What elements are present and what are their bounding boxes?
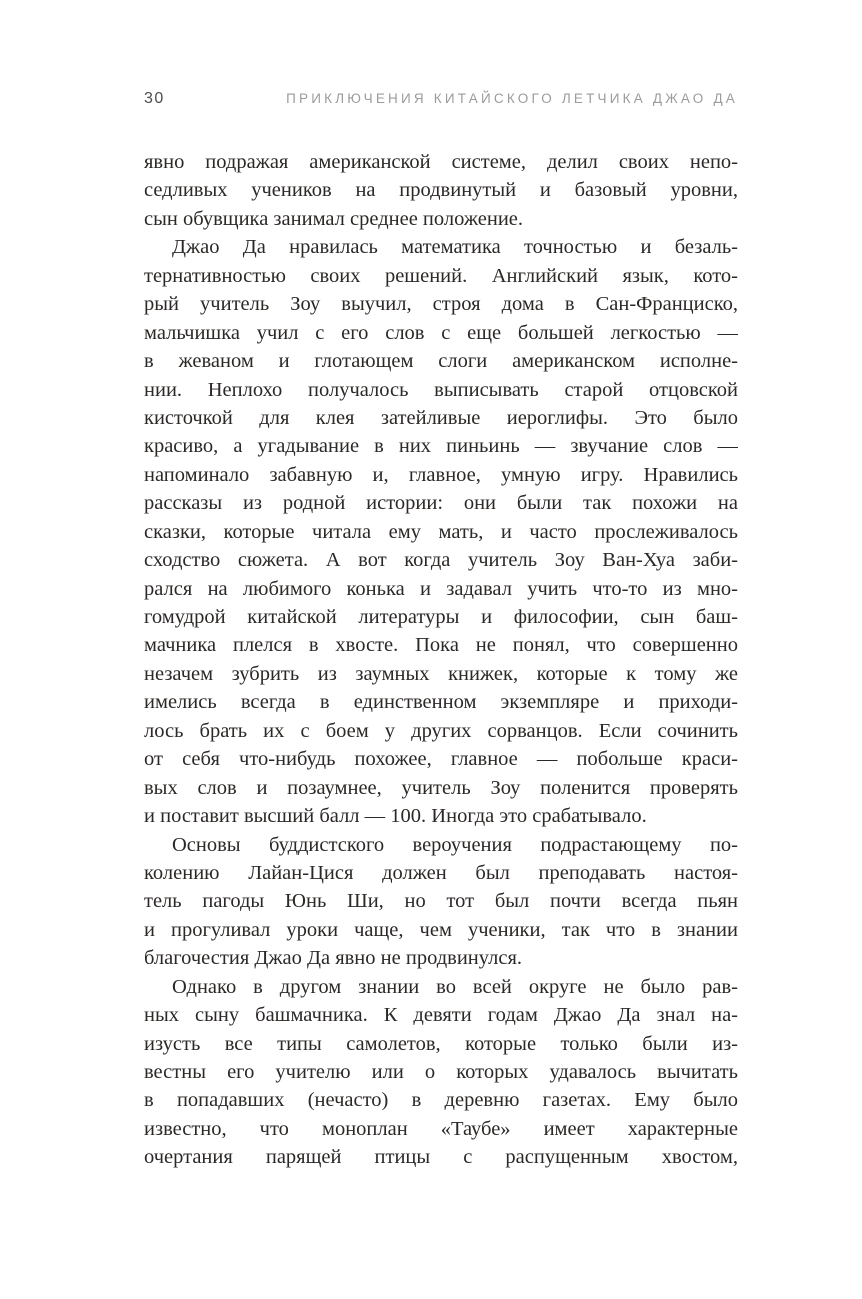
text-line: ных сыну башмачника. К девяти годам Джао Да знал на- (144, 1004, 738, 1027)
text-line: гомудрой китайской литературы и философии, сын баш- (144, 606, 738, 628)
body-text (144, 148, 738, 1172)
page-header (144, 90, 738, 108)
paragraph (144, 831, 738, 973)
text-line: лось брать их с боем у других сорванцов. Если сочинить (144, 719, 738, 742)
text-line: рассказы из родной истории: они были так похожи на (144, 492, 738, 515)
text-line: сын обувщика занимал среднее положение. (144, 207, 524, 230)
paragraph (144, 233, 738, 830)
text-line: тернативностью своих решений. Английский язык, кото- (144, 264, 738, 287)
text-line: Джао Да нравилась математика точностью и безаль- (172, 236, 738, 259)
text-line: и поставит высший балл — 100. Иногда это срабатывало. (144, 805, 647, 828)
text-line: очертания парящей птицы с распущенным хвостом, (144, 1146, 738, 1169)
text-line: вых слов и позаумнее, учитель Зоу поленится проверять (144, 776, 738, 799)
text-line: рый учитель Зоу выучил, строя дома в Сан-Франциско, (144, 293, 738, 316)
text-line: напоминало забавную и, главное, умную игру. Нравились (144, 463, 738, 486)
text-line: колению Лайан-Цися должен был преподавать настоя- (144, 861, 738, 884)
text-line: вестны его учителю или о которых удавалось вычитать (144, 1061, 738, 1083)
text-line: имелись всегда в единственном экземпляре и приходи- (144, 691, 738, 714)
text-line: незачем зубрить из заумных книжек, которые к тому же (144, 662, 738, 685)
paragraph (144, 973, 738, 1172)
running-title: ПРИКЛЮЧЕНИЯ КИТАЙСКОГО ЛЕТЧИКА ДЖАО ДА (286, 91, 738, 106)
text-line: мальчишка учил с его слов с еще большей легкостью — (144, 321, 738, 344)
text-line: седливых учеников на продвинутый и базовый уровни, (144, 179, 738, 202)
text-line: тель пагоды Юнь Ши, но тот был почти всегда пьян (144, 890, 738, 913)
text-line: от себя что-нибудь похожее, главное — побольше краси- (144, 748, 738, 771)
text-line: изусть все типы самолетов, которые только были из- (144, 1032, 738, 1055)
text-line: известно, что моноплан «Таубе» имеет характерные (144, 1117, 738, 1140)
page-number: 30 (144, 90, 165, 107)
text-line: Основы буддистского вероучения подрастающему по- (172, 833, 738, 856)
text-line: явно подражая американской системе, делил своих непо- (144, 151, 738, 173)
text-line: рался на любимого конька и задавал учить что-то из мно- (144, 577, 738, 600)
text-line: благочестия Джао Да явно не продвинулся. (144, 947, 523, 970)
text-line: в попадавших (нечасто) в деревню газетах. Ему было (144, 1089, 738, 1112)
text-line: нии. Неплохо получалось выписывать старой отцовской (144, 378, 738, 401)
text-line: сходство сюжета. А вот когда учитель Зоу Ван-Хуа заби- (144, 549, 738, 572)
text-line: кисточкой для клея затейливые иероглифы. Это было (144, 406, 738, 429)
text-line: красиво, а угадывание в них пиньинь — звучание слов — (144, 435, 738, 458)
text-line: Однако в другом знании во всей округе не было рав- (172, 975, 738, 998)
text-line: сказки, которые читала ему мать, и часто прослеживалось (144, 520, 738, 543)
text-line: в жеваном и глотающем слоги американском исполне- (144, 350, 738, 373)
paragraph (144, 148, 738, 233)
text-line: и прогуливал уроки чаще, чем ученики, так что в знании (144, 918, 738, 941)
text-line: мачника плелся в хвосте. Пока не понял, что совершенно (144, 634, 738, 657)
